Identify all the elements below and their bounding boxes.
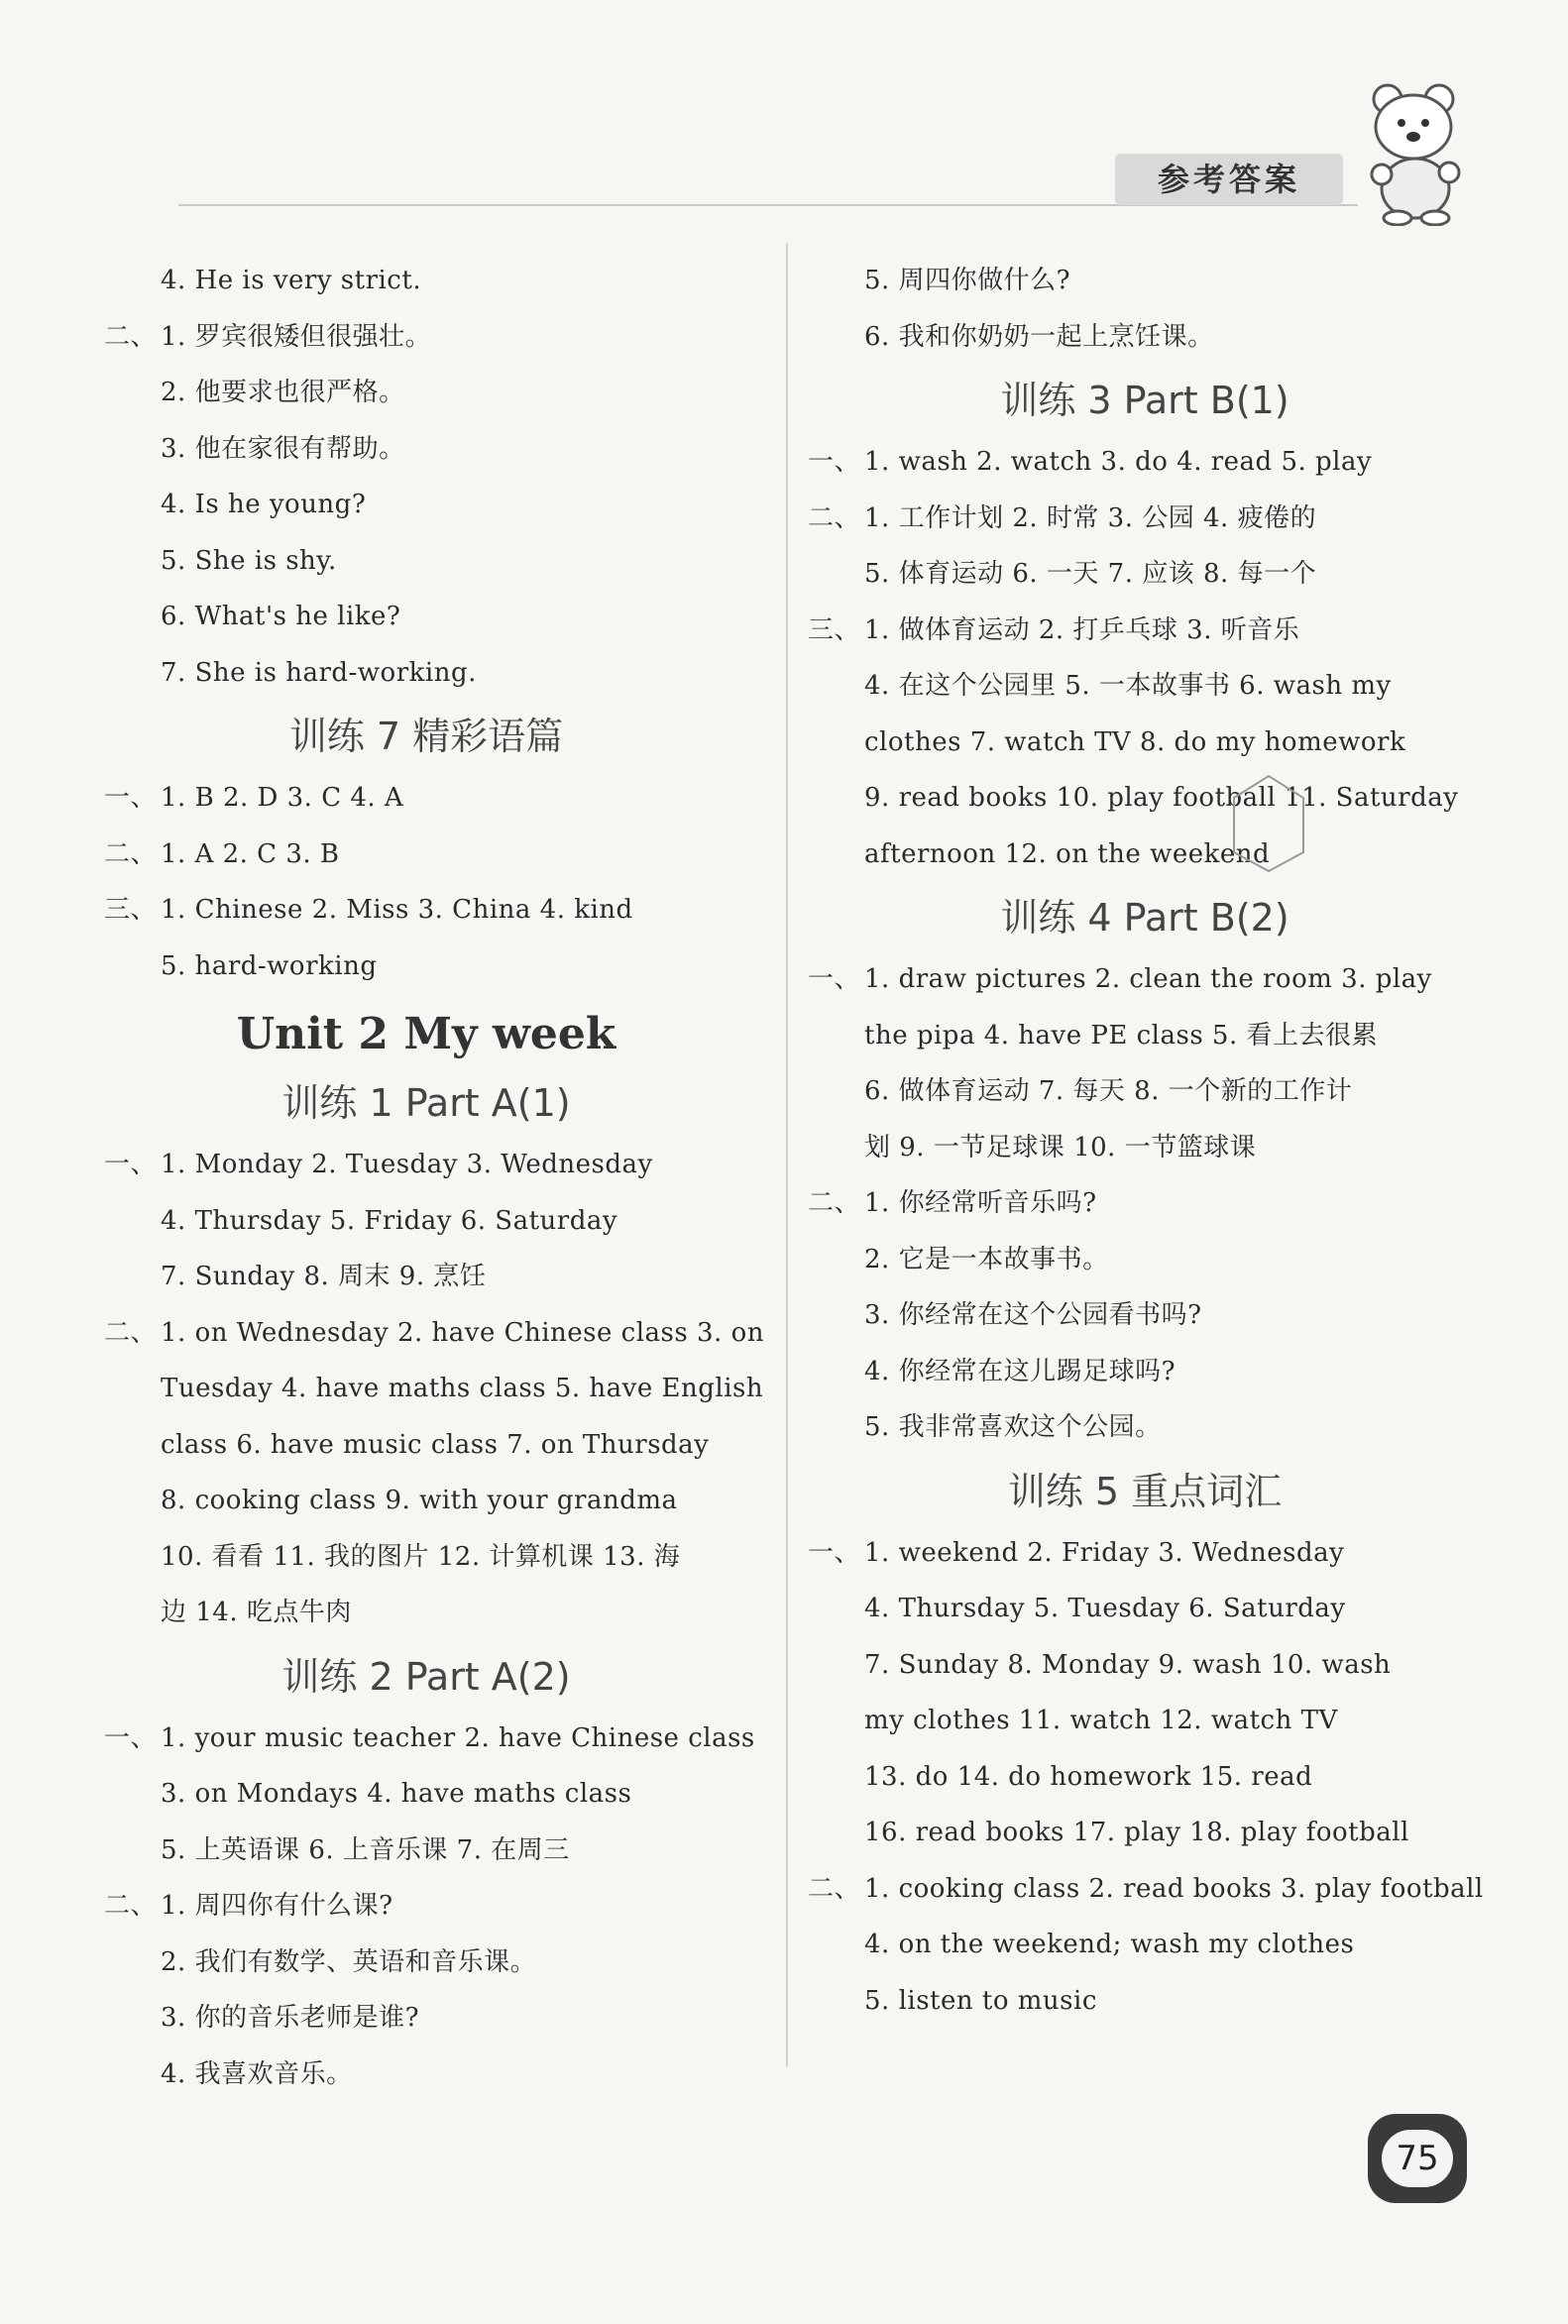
page-number: 75 xyxy=(1382,2130,1453,2187)
answer-text: 3. 你经常在这个公园看书吗? xyxy=(864,1300,1202,1330)
answer-text: 2. 我们有数学、英语和音乐课。 xyxy=(161,1946,537,1977)
answer-line xyxy=(104,533,778,590)
answer-text: 7. She is hard-working. xyxy=(161,657,477,688)
answer-line xyxy=(808,603,1482,659)
answer-text: 3. on Mondays 4. have maths class xyxy=(161,1779,632,1809)
answer-line xyxy=(104,1585,778,1641)
answer-line xyxy=(104,882,778,939)
answer-line xyxy=(808,1693,1482,1749)
section-heading: 训练 2 Part A(2) xyxy=(281,1654,571,1699)
section-marker: 一、 xyxy=(104,1150,158,1179)
section-marker: 三、 xyxy=(808,614,861,645)
answer-text: 5. She is shy. xyxy=(161,545,337,576)
answer-line xyxy=(104,1473,778,1529)
answer-line xyxy=(808,1637,1482,1694)
answer-text: 5. 体育运动 6. 一天 7. 应该 8. 每一个 xyxy=(864,559,1317,589)
answer-line xyxy=(104,365,778,421)
answer-line xyxy=(104,770,778,827)
answer-text: 4. Thursday 5. Tuesday 6. Saturday xyxy=(864,1594,1346,1623)
answer-text: 1. cooking class 2. read books 3. play football xyxy=(864,1873,1484,1904)
answer-text: 9. read books 10. play football 11. Saturday xyxy=(864,783,1459,813)
answer-text: 1. your music teacher 2. have Chinese class xyxy=(161,1722,755,1753)
answer-line xyxy=(104,477,778,533)
answer-line xyxy=(104,939,778,995)
answer-text: 1. weekend 2. Friday 3. Wednesday xyxy=(864,1537,1345,1568)
section-marker: 一、 xyxy=(808,447,861,477)
answer-line xyxy=(104,421,778,478)
right-column xyxy=(808,253,1482,2029)
answer-line xyxy=(104,2047,778,2103)
answer-text: 7. Sunday 8. Monday 9. wash 10. wash xyxy=(864,1649,1392,1680)
section-marker: 二、 xyxy=(104,1891,158,1921)
answer-text: 6. 做体育运动 7. 每天 8. 一个新的工作计 xyxy=(864,1076,1353,1106)
answer-text: 1. 你经常听音乐吗? xyxy=(864,1188,1097,1218)
section-marker: 二、 xyxy=(808,1188,861,1218)
answer-text: 8. cooking class 9. with your grandma xyxy=(161,1486,678,1515)
answer-line xyxy=(808,1973,1482,2030)
answer-text: 4. 在这个公园里 5. 一本故事书 6. wash my xyxy=(864,671,1392,701)
answer-text: class 6. have music class 7. on Thursday xyxy=(161,1429,710,1460)
section-heading: 训练 7 精彩语篇 xyxy=(288,715,564,758)
section-marker: 三、 xyxy=(104,895,158,925)
page-number-badge xyxy=(1368,2114,1467,2203)
answer-text: 7. Sunday 8. 周末 9. 烹饪 xyxy=(161,1262,487,1291)
answer-line xyxy=(808,1120,1482,1176)
answer-line xyxy=(808,309,1482,366)
answer-line xyxy=(808,1749,1482,1806)
answer-text: 5. hard-working xyxy=(161,950,378,981)
answer-line xyxy=(104,1529,778,1586)
answer-text: 13. do 14. do homework 15. read xyxy=(864,1761,1313,1792)
answer-line xyxy=(104,645,778,702)
section-marker: 二、 xyxy=(808,1873,861,1904)
answer-line xyxy=(808,1399,1482,1456)
answer-line xyxy=(808,1287,1482,1344)
answer-line xyxy=(808,1008,1482,1064)
answer-line xyxy=(104,1935,778,1991)
answer-text: 1. Chinese 2. Miss 3. China 4. kind xyxy=(161,895,633,925)
answer-line xyxy=(808,1525,1482,1582)
answer-text: 4. He is very strict. xyxy=(161,266,422,295)
section-marker: 二、 xyxy=(104,1317,158,1348)
answer-text: 6. 我和你奶奶一起上烹饪课。 xyxy=(864,321,1214,352)
answer-line xyxy=(808,434,1482,491)
answer-text: 1. wash 2. watch 3. do 4. read 5. play xyxy=(864,447,1373,477)
answer-text: afternoon 12. on the weekend xyxy=(864,838,1271,869)
answer-text: 1. 工作计划 2. 时常 3. 公园 4. 疲倦的 xyxy=(864,502,1317,533)
answer-line xyxy=(808,546,1482,603)
section-heading: 训练 1 Part A(1) xyxy=(281,1081,571,1125)
answer-line xyxy=(104,253,778,309)
answer-line xyxy=(104,1137,778,1193)
answer-line xyxy=(104,1193,778,1250)
answer-line xyxy=(808,827,1482,883)
answer-line xyxy=(808,1805,1482,1861)
answer-text: 10. 看看 11. 我的图片 12. 计算机课 13. 海 xyxy=(161,1541,681,1572)
section-marker: 一、 xyxy=(808,964,861,994)
answer-line xyxy=(104,1990,778,2047)
answer-line xyxy=(104,1249,778,1305)
left-column xyxy=(104,253,778,2102)
section-marker: 一、 xyxy=(104,783,158,813)
answer-line xyxy=(808,715,1482,771)
answer-text: 5. 上英语课 6. 上音乐课 7. 在周三 xyxy=(161,1834,570,1865)
section-marker: 二、 xyxy=(104,321,158,352)
answer-text: 3. 他在家很有帮助。 xyxy=(161,433,405,464)
section-heading: 训练 5 重点词汇 xyxy=(1007,1469,1283,1513)
answer-text: 4. 我喜欢音乐。 xyxy=(161,2058,353,2089)
answer-line xyxy=(808,1175,1482,1232)
answer-line xyxy=(104,1361,778,1417)
answer-text: 2. 它是一本故事书。 xyxy=(864,1244,1109,1274)
answer-line xyxy=(808,1232,1482,1288)
answer-line xyxy=(104,1305,778,1362)
answer-text: 5. 周四你做什么? xyxy=(864,266,1071,295)
answer-text: clothes 7. watch TV 8. do my homework xyxy=(864,726,1406,757)
answer-text: 1. B 2. D 3. C 4. A xyxy=(161,783,404,813)
answer-text: 16. read books 17. play 18. play football xyxy=(864,1818,1409,1847)
answer-text: Tuesday 4. have maths class 5. have English xyxy=(161,1374,764,1403)
section-marker: 一、 xyxy=(808,1537,861,1568)
stamp-icon xyxy=(1224,768,1313,877)
answer-text: 4. on the weekend; wash my clothes xyxy=(864,1930,1355,1959)
answer-text: 6. What's he like? xyxy=(161,602,401,631)
answer-text: 边 14. 吃点牛肉 xyxy=(161,1598,352,1627)
unit-title: Unit 2 My week xyxy=(236,1009,616,1059)
answer-text: 1. on Wednesday 2. have Chinese class 3. on xyxy=(161,1317,764,1348)
answer-text: 4. Thursday 5. Friday 6. Saturday xyxy=(161,1205,618,1236)
answer-key-badge: 参考答案 xyxy=(1115,154,1343,205)
answer-line xyxy=(808,491,1482,547)
answer-line xyxy=(808,1063,1482,1120)
answer-line xyxy=(808,1917,1482,1973)
column-divider xyxy=(786,243,788,2066)
answer-line xyxy=(104,309,778,366)
answer-text: 5. 我非常喜欢这个公园。 xyxy=(864,1412,1162,1442)
answer-line xyxy=(104,1711,778,1767)
answer-line xyxy=(104,589,778,645)
answer-line xyxy=(808,253,1482,309)
bear-mascot-icon xyxy=(1358,77,1467,226)
answer-line xyxy=(808,951,1482,1008)
answer-line xyxy=(808,770,1482,827)
section-heading: 训练 3 Part B(1) xyxy=(1000,379,1289,422)
answer-text: 4. Is he young? xyxy=(161,490,367,519)
answer-line xyxy=(808,1581,1482,1637)
answer-text: 1. Monday 2. Tuesday 3. Wednesday xyxy=(161,1150,653,1179)
answer-text: 1. 罗宾很矮但很强壮。 xyxy=(161,321,432,352)
section-heading: 训练 4 Part B(2) xyxy=(1000,896,1289,940)
answer-line xyxy=(104,827,778,883)
answer-text: 1. draw pictures 2. clean the room 3. play xyxy=(864,964,1432,994)
answer-line xyxy=(104,1766,778,1823)
answer-text: 5. listen to music xyxy=(864,1985,1097,2016)
answer-text: 2. 他要求也很严格。 xyxy=(161,378,405,407)
answer-text: 1. 周四你有什么课? xyxy=(161,1891,393,1921)
answer-text: 4. 你经常在这儿踢足球吗? xyxy=(864,1356,1176,1386)
answer-line xyxy=(104,1878,778,1935)
answer-text: 1. 做体育运动 2. 打乒乓球 3. 听音乐 xyxy=(864,614,1300,645)
answer-text: 1. A 2. C 3. B xyxy=(161,838,340,869)
answer-line xyxy=(104,1417,778,1474)
section-marker: 二、 xyxy=(104,838,158,869)
section-marker: 二、 xyxy=(808,502,861,533)
answer-line xyxy=(808,658,1482,715)
answer-text: 3. 你的音乐老师是谁? xyxy=(161,2003,420,2033)
answer-line xyxy=(808,1861,1482,1918)
answer-line xyxy=(808,1344,1482,1400)
answer-line xyxy=(104,1823,778,1879)
answer-text: the pipa 4. have PE class 5. 看上去很累 xyxy=(864,1020,1379,1051)
section-marker: 一、 xyxy=(104,1722,158,1753)
answer-text: 划 9. 一节足球课 10. 一节篮球课 xyxy=(864,1132,1257,1162)
answer-text: my clothes 11. watch 12. watch TV xyxy=(864,1706,1338,1735)
